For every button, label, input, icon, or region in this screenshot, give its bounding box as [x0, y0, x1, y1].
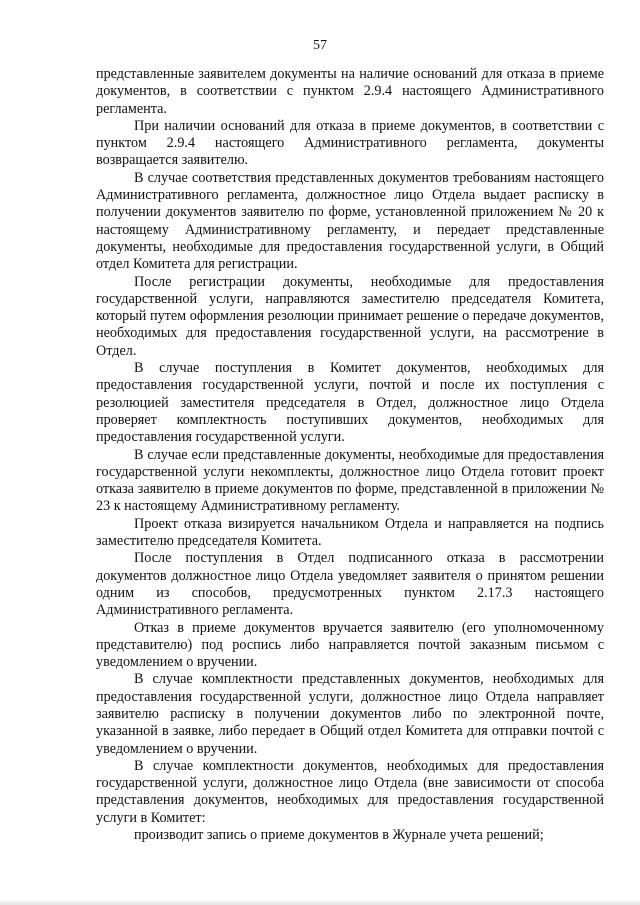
paragraph-7: Проект отказа визируется начальником Отдела и направляется на подпись заместителю председателя Комитета.	[96, 515, 604, 550]
paragraph-9: Отказ в приеме документов вручается заявителю (его уполномоченному представителю) под роспись либо направляется почтой заказным письмом с уведомлением о вручении.	[96, 619, 604, 671]
paragraph-3: В случае соответствия представленных документов требованиям настоящего Административного регламента, должностное лицо Отдела выдает расписку в получении документов заявителю по форме, установленной приложением № 20 к настоящему Административному регламенту, и передает представленные документы, необходимые для предоставления государственной услуги, в Общий отдел Комитета для регистрации.	[96, 169, 604, 273]
paragraph-1: представленные заявителем документы на наличие оснований для отказа в приеме документов, в соответствии с пунктом 2.9.4 настоящего Административного регламента.	[96, 66, 604, 117]
page-number: 57	[313, 38, 327, 53]
scan-bottom-edge	[0, 899, 640, 905]
paragraph-5: В случае поступления в Комитет документов, необходимых для предоставления государственной услуги, почтой и после их поступления с резолюцией заместителя председателя в Отдел, должностное лицо Отдела проверяет комплектность поступивших документов, необходимых для предоставления государственной услуги.	[96, 360, 604, 446]
paragraph-8: После поступления в Отдел подписанного отказа в рассмотрении документов должностное лицо Отдела уведомляет заявителя о принятом решении одним из способов, предусмотренных пунктом 2.17.3 настоящего Административного регламента.	[96, 550, 604, 619]
paragraph-4: После регистрации документы, необходимые для предоставления государственной услуги, направляются заместителю председателя Комитета, который путем оформления резолюции принимает решение о передаче документов, необходимых для предоставления государственной услуги, на рассмотрение в Отдел.	[96, 273, 604, 359]
paragraph-11: В случае комплектности документов, необходимых для предоставления государственной услуги, должностное лицо Отдела (вне зависимости от способа представления документов, необходимых для предоставления государственной услуги в Комитет:	[96, 757, 604, 826]
paragraph-12: производит запись о приеме документов в Журнале учета решений;	[134, 827, 544, 844]
document-body	[96, 66, 604, 844]
paragraph-6: В случае если представленные документы, необходимые для предоставления государственной услуги некомплекты, должностное лицо Отдела готовит проект отказа заявителю в приеме документов по форме, представленной в приложении № 23 к настоящему Административному регламенту.	[96, 446, 604, 515]
paragraph-10: В случае комплектности представленных документов, необходимых для предоставления государственной услуги, должностное лицо Отдела направляет заявителю расписку в получении документов либо по электронной почте, указанной в заявке, либо передает в Общий отдел Комитета для отправки почтой с уведомлением о вручении.	[96, 671, 604, 757]
paragraph-2: При наличии оснований для отказа в приеме документов, в соответствии с пунктом 2.9.4 настоящего Административного регламента, документы возвращается заявителю.	[96, 117, 604, 169]
